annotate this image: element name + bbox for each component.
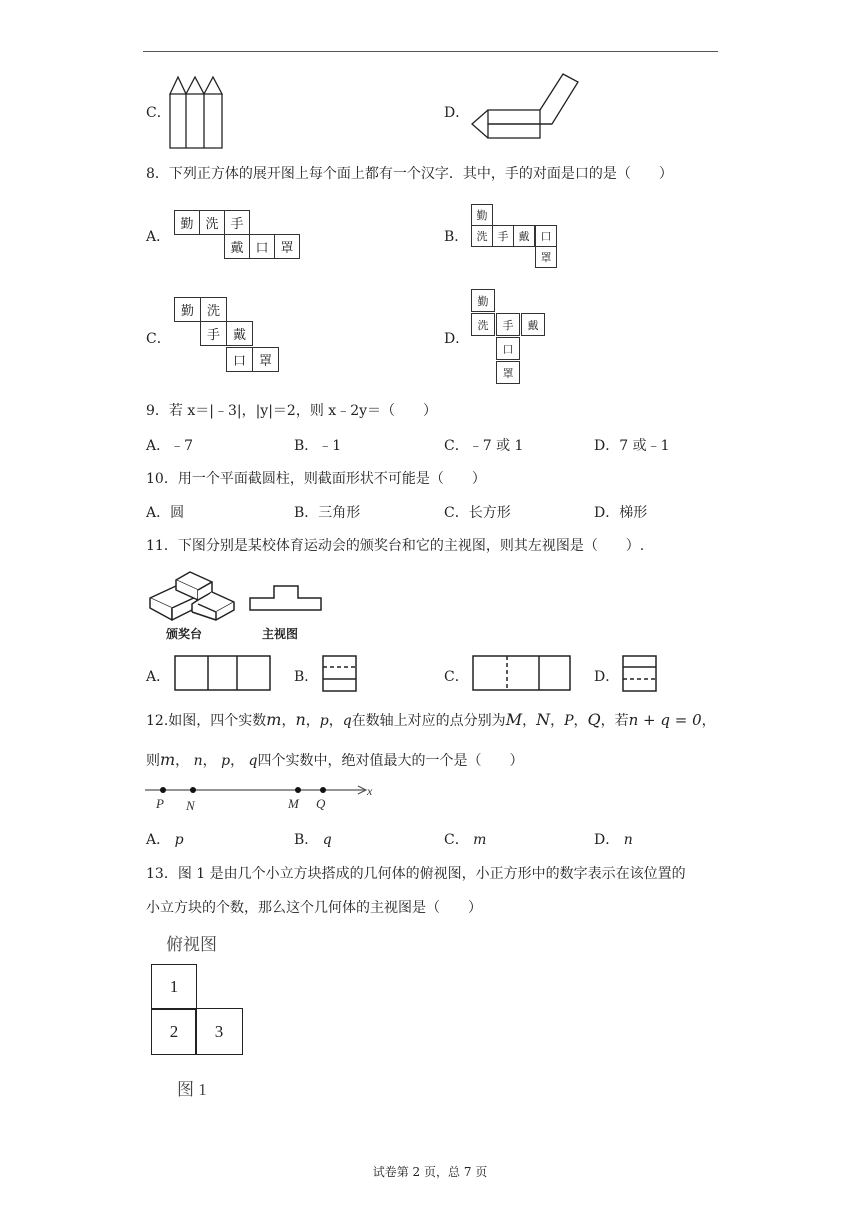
q12-equation: n + q = 0	[628, 711, 702, 729]
q7-option-d-label: D．	[444, 105, 470, 121]
q8-option-c-label: C．	[146, 331, 171, 347]
q11-option-a-label: A．	[146, 669, 171, 685]
point-Q	[320, 787, 326, 793]
q9-option-d: D．7 或﹣1	[594, 438, 670, 454]
label-Q: Q	[316, 796, 326, 811]
net-face: 勤	[471, 204, 493, 226]
var-N: N	[536, 710, 551, 729]
label-P: P	[156, 796, 164, 811]
q11-option-b-label: B．	[294, 669, 319, 685]
label-N: N	[186, 798, 195, 813]
net-face: 勤	[174, 210, 200, 235]
q12-text: 则	[146, 753, 160, 769]
q10-option-c: C．长方形	[444, 505, 511, 521]
q13-question-line1: 13．图 1 是由几个小立方块搭成的几何体的俯视图，小正方形中的数字表示在该位置的	[146, 866, 686, 882]
net-face: 戴	[224, 234, 250, 259]
net-face: 勤	[174, 297, 201, 322]
point-P	[160, 787, 166, 793]
q9-option-a: A．﹣7	[146, 438, 194, 454]
q10-question: 10．用一个平面截圆柱，则截面形状不可能是（ ）	[146, 471, 486, 487]
option-value: p	[174, 832, 184, 848]
net-face: 手	[200, 321, 227, 346]
q11-option-b-figure	[321, 654, 359, 694]
net-face: 洗	[471, 313, 495, 336]
net-face: 罩	[274, 234, 300, 259]
q9-option-b: B．﹣1	[294, 438, 342, 454]
q8-question: 8．下列正方体的展开图上每个面上都有一个汉字．其中，手的对面是口的是（ ）	[146, 166, 673, 182]
q12-text: ，若	[600, 713, 629, 729]
option-label: C．	[444, 832, 469, 848]
q7-option-d-figure	[468, 70, 586, 142]
q11-option-d-figure	[621, 654, 659, 694]
net-face: 戴	[521, 313, 545, 336]
option-value: m	[473, 832, 487, 848]
var-Q: Q	[587, 710, 601, 729]
var-p: p	[221, 753, 231, 769]
q11-option-c-label: C．	[444, 669, 469, 685]
point-N	[190, 787, 196, 793]
net-face: 口	[535, 225, 557, 247]
net-face: 洗	[199, 210, 225, 235]
header-rule	[143, 51, 718, 52]
net-face: 口	[249, 234, 275, 259]
q11-option-d-label: D．	[594, 669, 620, 685]
q12-option-d	[594, 829, 633, 849]
q11-podium-caption: 颁奖台	[166, 627, 203, 641]
q11-option-a-figure	[173, 654, 273, 692]
page-footer: 试卷第 2 页，总 7 页	[372, 1165, 488, 1179]
q12-text: 12.如图，四个实数	[146, 713, 267, 729]
q7-option-c-figure	[168, 74, 230, 150]
label-x: x	[367, 784, 373, 798]
net-face: 手	[496, 313, 520, 336]
var-m: m	[160, 750, 176, 769]
grid-cell: 1	[151, 964, 197, 1010]
var-n: n	[193, 753, 203, 769]
grid-cell: 3	[195, 1008, 243, 1055]
point-M	[295, 787, 301, 793]
q10-option-d: D．梯形	[594, 505, 648, 521]
q13-figure-title: 俯视图	[166, 935, 217, 954]
var-n: n	[295, 710, 306, 729]
grid-cell: 2	[151, 1008, 197, 1055]
q12-text: 四个实数中，绝对值最大的一个是（ ）	[257, 753, 524, 769]
net-face: 罩	[535, 246, 557, 268]
option-label: B．	[294, 832, 319, 848]
label-M: M	[288, 796, 299, 811]
q8-option-a-label: A．	[146, 229, 171, 245]
q11-option-c-figure	[471, 654, 573, 692]
option-value: q	[322, 832, 332, 848]
net-face: 手	[492, 225, 514, 247]
q11-question: 11．下图分别是某校体育运动会的颁奖台和它的主视图，则其左视图是（ ）.	[146, 538, 645, 554]
q12-text: 在数轴上对应的点分别为	[351, 713, 506, 729]
net-face: 罩	[252, 347, 279, 372]
q8-option-b-label: B．	[444, 229, 469, 245]
q8-option-d-label: D．	[444, 331, 470, 347]
q12-option-a	[146, 829, 184, 849]
var-q: q	[248, 753, 258, 769]
var-p: p	[319, 713, 329, 729]
net-face: 口	[226, 347, 253, 372]
q13-question-line2: 小立方块的个数，那么这个几何体的主视图是（ ）	[146, 900, 482, 916]
net-face: 勤	[471, 289, 495, 312]
var-M: M	[505, 710, 523, 729]
var-q: q	[342, 713, 352, 729]
q7-option-c-label: C．	[146, 105, 171, 121]
q13-figure-caption: 图 1	[177, 1080, 207, 1099]
net-face: 口	[496, 337, 520, 360]
q9-option-c: C．﹣7 或 1	[444, 438, 524, 454]
q12-question-line2: 则m， n， p， q四个实数中，绝对值最大的一个是（ ）	[146, 750, 524, 769]
net-face: 戴	[513, 225, 535, 247]
q12-number-line	[143, 780, 383, 814]
net-face: 戴	[226, 321, 253, 346]
q12-question-line1: 12.如图，四个实数m，n，p，q在数轴上对应的点分别为M，N，P，Q，若n + q = 0，	[146, 710, 716, 729]
option-label: D．	[594, 832, 620, 848]
net-face: 洗	[471, 225, 493, 247]
option-value: n	[623, 832, 633, 848]
var-m: m	[266, 710, 282, 729]
option-label: A．	[146, 832, 171, 848]
q11-front-view-figure	[248, 580, 324, 614]
net-face: 洗	[200, 297, 227, 322]
q12-option-b	[294, 829, 332, 849]
q11-front-view-caption: 主视图	[262, 627, 299, 641]
q10-option-b: B．三角形	[294, 505, 361, 521]
q9-question: 9．若 x＝|﹣3|，|y|＝2，则 x﹣2y＝（ ）	[146, 403, 438, 419]
q12-option-c	[444, 829, 486, 849]
net-face: 罩	[496, 361, 520, 384]
net-face: 手	[224, 210, 250, 235]
q11-podium-figure	[146, 568, 242, 624]
q10-option-a: A．圆	[146, 505, 185, 521]
var-P: P	[564, 713, 574, 729]
